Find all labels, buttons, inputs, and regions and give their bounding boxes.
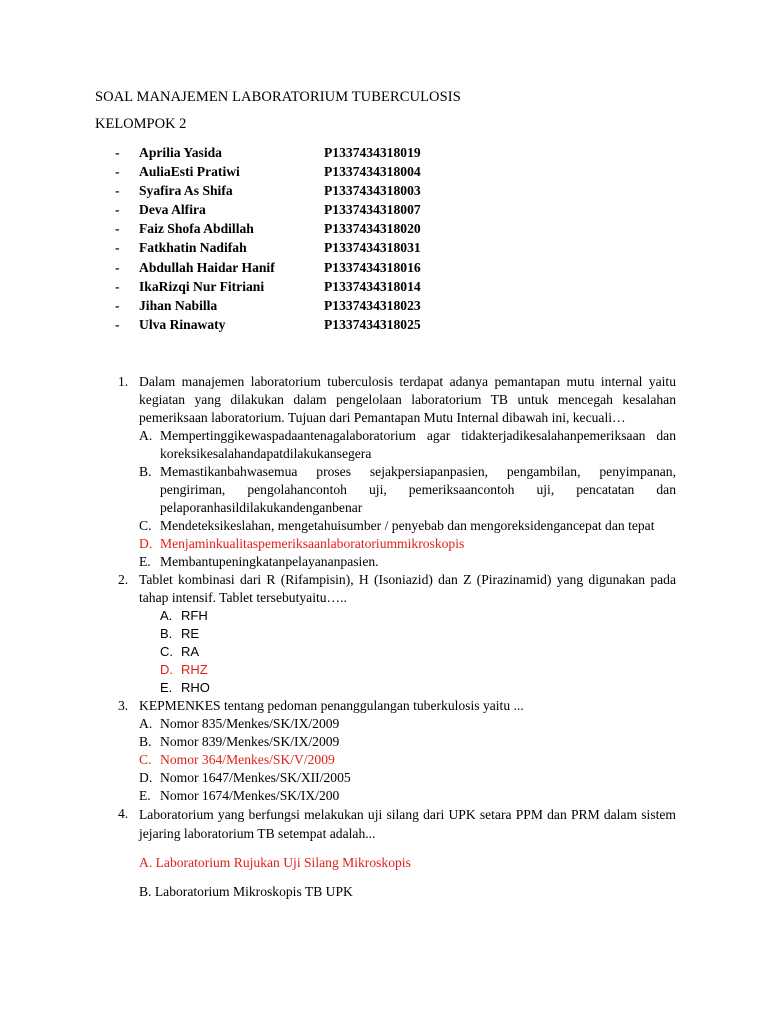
- option-a-answer: [139, 854, 676, 872]
- member-name: Syafira As Shifa: [139, 183, 233, 199]
- option-b: [139, 883, 676, 901]
- option-e: [139, 553, 676, 571]
- option-text: Membantupeningkatanpelayananpasien.: [160, 554, 379, 569]
- option-letter: A.: [139, 716, 153, 731]
- option-text: Nomor 839/Menkes/SK/IX/2009: [160, 734, 340, 749]
- member-nim: P1337434318004: [324, 164, 421, 180]
- option-letter: B.: [139, 884, 152, 899]
- list-dash: -: [115, 240, 120, 256]
- option-letter: E.: [160, 680, 173, 695]
- list-dash: -: [115, 259, 120, 275]
- option-text: Nomor 1674/Menkes/SK/IX/200: [160, 788, 340, 803]
- member-nim: P1337434318019: [324, 145, 421, 160]
- question-list: [118, 373, 676, 901]
- option-text: Mempertinggikewaspadaantenagalaboratorium agar tidakterjadikesalahanpemeriksaan dan koreksikesalahandapatdilakukansegera: [160, 428, 676, 461]
- option-text: RA: [181, 644, 200, 659]
- list-dash: -: [115, 221, 120, 237]
- option-b: [160, 625, 676, 643]
- question-number: 1.: [118, 374, 129, 389]
- member-name: Aprilia Yasida: [139, 145, 222, 160]
- option-letter: C.: [139, 518, 152, 533]
- option-e: [139, 787, 676, 805]
- option-letter: B.: [139, 464, 152, 479]
- question-number: 2.: [118, 572, 129, 587]
- question-3: [118, 697, 676, 805]
- question-text: KEPMENKES tentang pedoman penanggulangan tuberkulosis yaitu ...: [139, 698, 524, 713]
- option-b: [139, 733, 676, 751]
- question-text: Dalam manajemen laboratorium tuberculosis terdapat adanya pemantapan mutu internal yaitu kegiatan yang dilakukan dalam pengelolaan laboratorium TB untuk mencegah kesalahan pemeriksaan laboratorium. Tujuan dari Pemantapan Mutu Internal dibawah ini, kecuali…: [139, 374, 676, 425]
- option-c-answer: [139, 751, 676, 769]
- member-nim: P1337434318016: [324, 259, 421, 275]
- member-name: AuliaEsti Pratiwi: [139, 164, 240, 180]
- option-text: Memastikanbahwasemua proses sejakpersiapanpasien, pengambilan, penyimpanan, pengiriman, pengolahancontoh uji, pemeriksaancontoh uji, pencatatan dan pelaporanhasildilakukandenganbenar: [160, 464, 676, 515]
- option-text: Laboratorium Rujukan Uji Silang Mikroskopis: [155, 855, 411, 870]
- question-4: [118, 805, 676, 901]
- option-letter: A.: [139, 428, 153, 443]
- list-dash: -: [115, 183, 120, 199]
- member-name: Ulva Rinawaty: [139, 316, 226, 332]
- option-text: Mendeteksikeslahan, mengetahuisumber / penyebab dan mengoreksidengancepat dan tepat: [160, 518, 655, 533]
- option-a: [139, 715, 676, 733]
- option-letter: D.: [139, 770, 153, 785]
- option-text: RHZ: [181, 662, 208, 677]
- option-text: RFH: [181, 608, 208, 623]
- document-title: SOAL MANAJEMEN LABORATORIUM TUBERCULOSIS: [95, 89, 461, 105]
- option-e: [160, 679, 676, 697]
- member-nim: P1337434318007: [324, 202, 421, 218]
- list-dash: -: [115, 164, 120, 180]
- member-name: Fatkhatin Nadifah: [139, 240, 247, 256]
- option-letter: B.: [160, 626, 173, 641]
- option-letter: A.: [139, 855, 153, 870]
- option-text: RE: [181, 626, 200, 641]
- option-list: [160, 607, 676, 697]
- option-d-answer: [139, 535, 676, 553]
- question-text: Laboratorium yang berfungsi melakukan uji silang dari UPK setara PPM dan PRM dalam sistem jejaring laboratorium TB setempat adalah...: [139, 807, 676, 841]
- option-c: [139, 517, 676, 535]
- member-name: Jihan Nabilla: [139, 297, 218, 313]
- question-2: [118, 571, 676, 697]
- option-a: [139, 427, 676, 463]
- member-name: Deva Alfira: [139, 202, 206, 218]
- option-letter: C.: [139, 752, 152, 767]
- question-text: Tablet kombinasi dari R (Rifampisin), H (Isoniazid) dan Z (Pirazinamid) yang digunakan pada tahap intensif. Tablet tersebutyaitu…..: [139, 572, 676, 605]
- option-letter: E.: [139, 788, 151, 803]
- option-text: Laboratorium Mikroskopis TB UPK: [154, 884, 353, 899]
- option-letter: D.: [139, 536, 153, 551]
- member-nim: P1337434318025: [324, 316, 421, 332]
- list-dash: -: [115, 202, 120, 218]
- option-letter: C.: [160, 644, 173, 659]
- member-nim: P1337434318003: [324, 183, 421, 199]
- option-letter: A.: [160, 608, 173, 623]
- member-nim: P1337434318023: [324, 297, 421, 313]
- option-d: [139, 769, 676, 787]
- option-list: [139, 715, 676, 805]
- list-dash: -: [115, 297, 120, 313]
- option-text: Nomor 835/Menkes/SK/IX/2009: [160, 716, 340, 731]
- member-nim: P1337434318020: [324, 221, 421, 237]
- question-number: 4.: [118, 806, 129, 821]
- question-number: 3.: [118, 698, 129, 713]
- question-1: [118, 373, 676, 571]
- option-a: [160, 607, 676, 625]
- member-nim: P1337434318014: [324, 278, 421, 294]
- option-d-answer: [160, 661, 676, 679]
- member-name: Abdullah Haidar Hanif: [139, 259, 275, 275]
- option-text: Nomor 364/Menkes/SK/V/2009: [160, 752, 335, 767]
- option-letter: E.: [139, 554, 151, 569]
- member-name: Faiz Shofa Abdillah: [139, 221, 254, 237]
- option-b: [139, 463, 676, 517]
- group-heading: KELOMPOK 2: [95, 116, 187, 132]
- option-text: RHO: [181, 680, 210, 695]
- option-letter: B.: [139, 734, 152, 749]
- list-dash: -: [115, 278, 120, 294]
- option-letter: D.: [160, 662, 173, 677]
- list-dash: -: [115, 145, 120, 160]
- option-text: Menjaminkualitaspemeriksaanlaboratoriummikroskopis: [160, 536, 465, 551]
- member-nim: P1337434318031: [324, 240, 421, 256]
- option-c: [160, 643, 676, 661]
- list-dash: -: [115, 316, 120, 332]
- option-text: Nomor 1647/Menkes/SK/XII/2005: [160, 770, 351, 785]
- member-name: IkaRizqi Nur Fitriani: [139, 278, 265, 294]
- option-list: [139, 427, 676, 571]
